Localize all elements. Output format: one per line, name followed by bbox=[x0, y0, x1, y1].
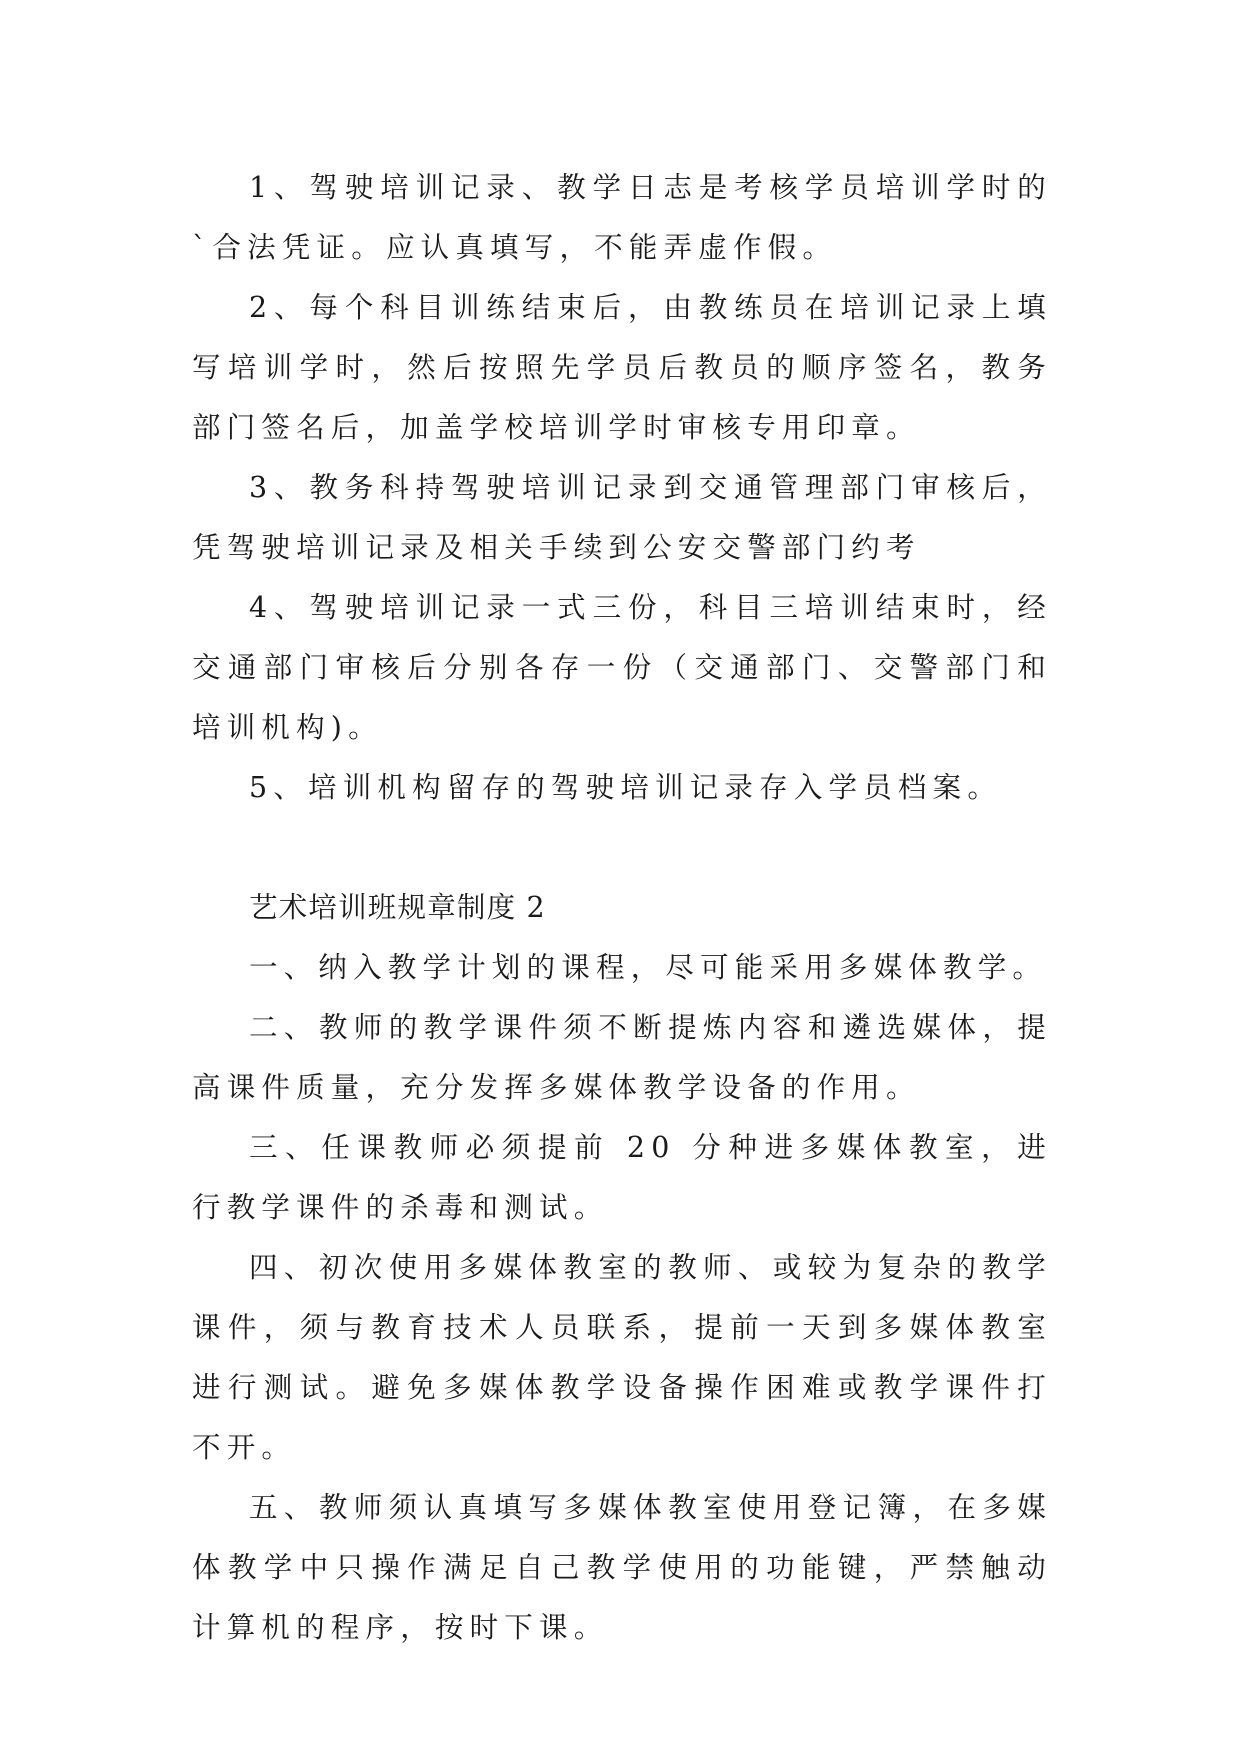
paragraph-5: 5、培训机构留存的驾驶培训记录存入学员档案。 bbox=[249, 771, 1003, 804]
paragraph-1: 1、驾驶培训记录、教学日志是考核学员培训学时的`合法凭证。应认真填写，不能弄虚作假。 bbox=[192, 171, 1052, 264]
document-body bbox=[192, 158, 1052, 1658]
rule-3: 三、任课教师必须提前 20 分种进多媒体教室，进行教学课件的杀毒和测试。 bbox=[192, 1131, 1052, 1224]
section-title: 艺术培训班规章制度 2 bbox=[249, 891, 546, 924]
rule-5: 五、教师须认真填写多媒体教室使用登记簿，在多媒体教学中只操作满足自己教学使用的功能键，严禁触动计算机的程序，按时下课。 bbox=[192, 1491, 1052, 1644]
rule-4: 四、初次使用多媒体教室的教师、或较为复杂的教学课件，须与教育技术人员联系，提前一天到多媒体教室进行测试。避免多媒体教学设备操作困难或教学课件打不开。 bbox=[192, 1251, 1052, 1464]
paragraph-3: 3、教务科持驾驶培训记录到交通管理部门审核后，凭驾驶培训记录及相关手续到公安交警部门约考 bbox=[192, 471, 1052, 564]
paragraph-4: 4、驾驶培训记录一式三份，科目三培训结束时，经交通部门审核后分别各存一份（交通部门、交警部门和培训机构)。 bbox=[192, 591, 1052, 744]
paragraph-2: 2、每个科目训练结束后，由教练员在培训记录上填写培训学时，然后按照先学员后教员的顺序签名，教务部门签名后，加盖学校培训学时审核专用印章。 bbox=[192, 291, 1052, 444]
rule-2: 二、教师的教学课件须不断提炼内容和遴选媒体，提高课件质量，充分发挥多媒体教学设备的作用。 bbox=[192, 1011, 1052, 1104]
rule-1: 一、纳入教学计划的课程，尽可能采用多媒体教学。 bbox=[249, 951, 1048, 984]
